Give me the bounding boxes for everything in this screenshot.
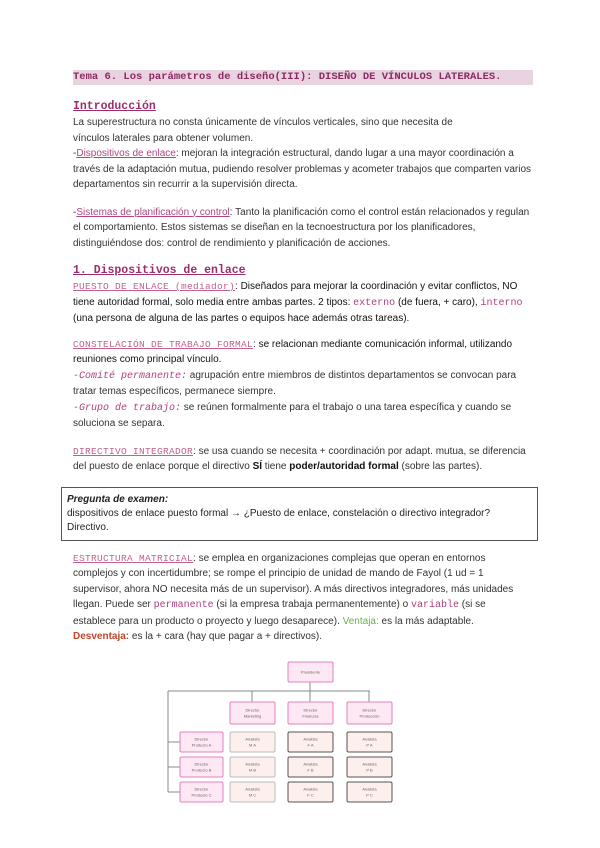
presidente-box-label: Presidente	[300, 669, 321, 674]
section-1-heading: 1. Dispositivos de enlace	[73, 264, 246, 277]
analyst-cell-label: M C	[248, 792, 257, 797]
grupo-text: se reúnen formalmente para el trabajo o una tarea específica y cuando se soluciona se separa.	[73, 401, 512, 429]
dispositivos-paragraph: -Dispositivos de enlace: mejoran la integración estructural, dando lugar a una mayor coordinación a través de la adaptación mutua, pudiendo resolver problemas y acometer trabajos que comparten varios departamentos sin recurrir a la supervisión directa.	[73, 148, 532, 190]
row-header-box-label: Producto B	[191, 767, 212, 772]
constelacion-tag: CONSTELACIÓN DE TRABAJO FORMAL	[73, 338, 254, 350]
matriz-text-b: (si la empresa trabaja permanentemente) o	[213, 599, 411, 610]
constelacion-text: : se relacionan mediante comunicación informal, utilizando reuniones como principal vínculo.	[73, 338, 513, 365]
directivo-text: : se usa cuando se necesita + coordinación por adapt. mutua, se diferencia del puesto de enlace porque el directivo	[73, 445, 526, 472]
exam-question-box	[61, 487, 538, 541]
grupo-paragraph	[73, 400, 533, 432]
analyst-cell-label: Analista	[303, 736, 318, 741]
column-header-box-label: Producción	[359, 713, 380, 718]
row-header-box-label: Director	[194, 786, 209, 791]
ventaja-label: Ventaja:	[342, 615, 379, 627]
sistemas-paragraph: -Sistemas de planificación y control: Tanto la planificación como el control están relacionados y regulan el comportamiento. Estos sistemas se diseñan en la tecnoestructura por los planificadores, distinguiéndose dos: control de rendimiento y planificación de acciones.	[73, 206, 530, 249]
analyst-cell-label: P C	[366, 792, 373, 797]
row-header-box-label: Director	[194, 736, 209, 741]
directivo-si: SÍ	[252, 461, 263, 472]
analyst-cell-label: Analista	[245, 761, 260, 766]
directivo-text-c: (sobre las partes).	[398, 461, 483, 472]
column-header-box-label: Director	[303, 707, 318, 712]
ventaja-text: es la más adaptable.	[378, 615, 474, 627]
puesto-paragraph	[73, 279, 533, 327]
dispositivos-link: Dispositivos de enlace	[76, 148, 176, 159]
column-header-box-label: Director	[362, 707, 377, 712]
puesto-text-c: (una persona de alguna de las partes o equipos hace además otras tareas).	[73, 313, 410, 324]
row-header-box-label: Producto C	[191, 792, 212, 797]
comite-label: -Comité permanente:	[73, 370, 188, 382]
sistemas-text: : Tanto la planificación como el control están relacionados y regulan el comportamiento. Estos sistemas se diseñan en la tecnoestructura por los planificadores, distinguiéndose dos: control de rendimiento y planificación de acciones.	[73, 206, 530, 249]
intro-paragraph: La superestructura no consta únicamente de vínculos verticales, sino que necesita de vínculos laterales para obtener volumen.	[73, 117, 453, 144]
analyst-cell-label: M A	[249, 742, 256, 747]
row-header-box-label: Director	[194, 761, 209, 766]
comite-paragraph	[73, 368, 533, 400]
puesto-tag: PUESTO DE ENLACE (mediador)	[73, 281, 236, 292]
analyst-cell-label: M B	[248, 767, 257, 772]
document-body	[67, 70, 533, 807]
matriz-tag: ESTRUCTURA MATRICIAL	[73, 552, 194, 564]
directivo-tag: DIRECTIVO INTEGRADOR	[73, 445, 194, 457]
permanente-term: permanente	[153, 600, 214, 611]
matriz-paragraph	[73, 551, 523, 645]
dispositivos-text: : mejoran la integración estructural, dando lugar a una mayor coordinación a través de la adaptación mutua, pudiendo resolver problemas y acometer trabajos que comparten varios departamentos sin recurrir a la supervisión directa.	[73, 148, 532, 190]
analyst-cell-label: Analista	[245, 786, 260, 791]
sistemas-link: Sistemas de planificación y control	[76, 206, 230, 218]
directivo-poder: poder/autoridad formal	[289, 461, 399, 472]
desventaja-label: Desventaja:	[73, 631, 130, 642]
exam-text: dispositivos de enlace puesto formal → ¿Puesto de enlace, constelación o directivo integrador? Directivo.	[67, 507, 491, 533]
matrix-org-diagram	[0, 657, 600, 807]
directivo-paragraph	[73, 444, 533, 475]
column-header-box-label: Marketing	[243, 713, 262, 718]
analyst-cell-label: F A	[307, 742, 314, 747]
analyst-cell-label: Analista	[362, 786, 377, 791]
column-header-box-label: Director	[245, 707, 260, 712]
exam-label: Pregunta de examen:	[67, 493, 169, 505]
analyst-cell-label: Analista	[362, 736, 377, 741]
analyst-cell-label: P B	[366, 767, 373, 772]
directivo-text-b: tiene	[262, 461, 290, 472]
section-1	[73, 263, 533, 475]
variable-term: variable	[410, 600, 459, 611]
externo-term: externo	[353, 297, 396, 309]
interno-term: interno	[480, 297, 523, 309]
analyst-cell-label: Analista	[303, 761, 318, 766]
matriz-text: : se emplea en organizaciones complejas que operan en entornos complejos y con incertidumbre; se rompe el principio de unidad de mando de Fayol (1 ud = 1 supervisor, ahora NO necesita más de un supervisor). A más directivos integradores, más unidades llegan. Puede ser	[73, 552, 514, 610]
analyst-cell-label: Analista	[303, 786, 318, 791]
matriz-text-c: (si se establece para un producto o proyecto y luego desaparece).	[73, 599, 486, 627]
comite-text: agrupación entre miembros de distintos departamentos se convocan para tratar temas específicos, permanece siempre.	[73, 369, 517, 397]
intro-heading: Introducción	[73, 100, 156, 113]
analyst-cell-label: F C	[307, 792, 314, 797]
row-header-box-label: Producto A	[191, 742, 212, 747]
column-header-box-label: Finanzas	[302, 713, 319, 718]
puesto-text: : Diseñados para mejorar la coordinación y evitar conflictos, NO tiene autoridad formal, solo media entre ambas partes. 2 tipos:	[73, 281, 518, 308]
analyst-cell-label: Analista	[362, 761, 377, 766]
analyst-cell-label: F B	[307, 767, 314, 772]
grupo-label: -Grupo de trabajo:	[73, 402, 182, 414]
desventaja-text: es la + cara (hay que pagar a + directivos).	[129, 631, 323, 642]
analyst-cell-label: P A	[366, 742, 373, 747]
intro-section	[73, 99, 533, 251]
constelacion-paragraph	[73, 337, 533, 368]
puesto-text-b: (de fuera, + caro),	[395, 296, 481, 308]
analyst-cell-label: Analista	[245, 736, 260, 741]
document-title: Tema 6. Los parámetros de diseño(III): DISEÑO DE VÍNCULOS LATERALES.	[73, 70, 533, 85]
